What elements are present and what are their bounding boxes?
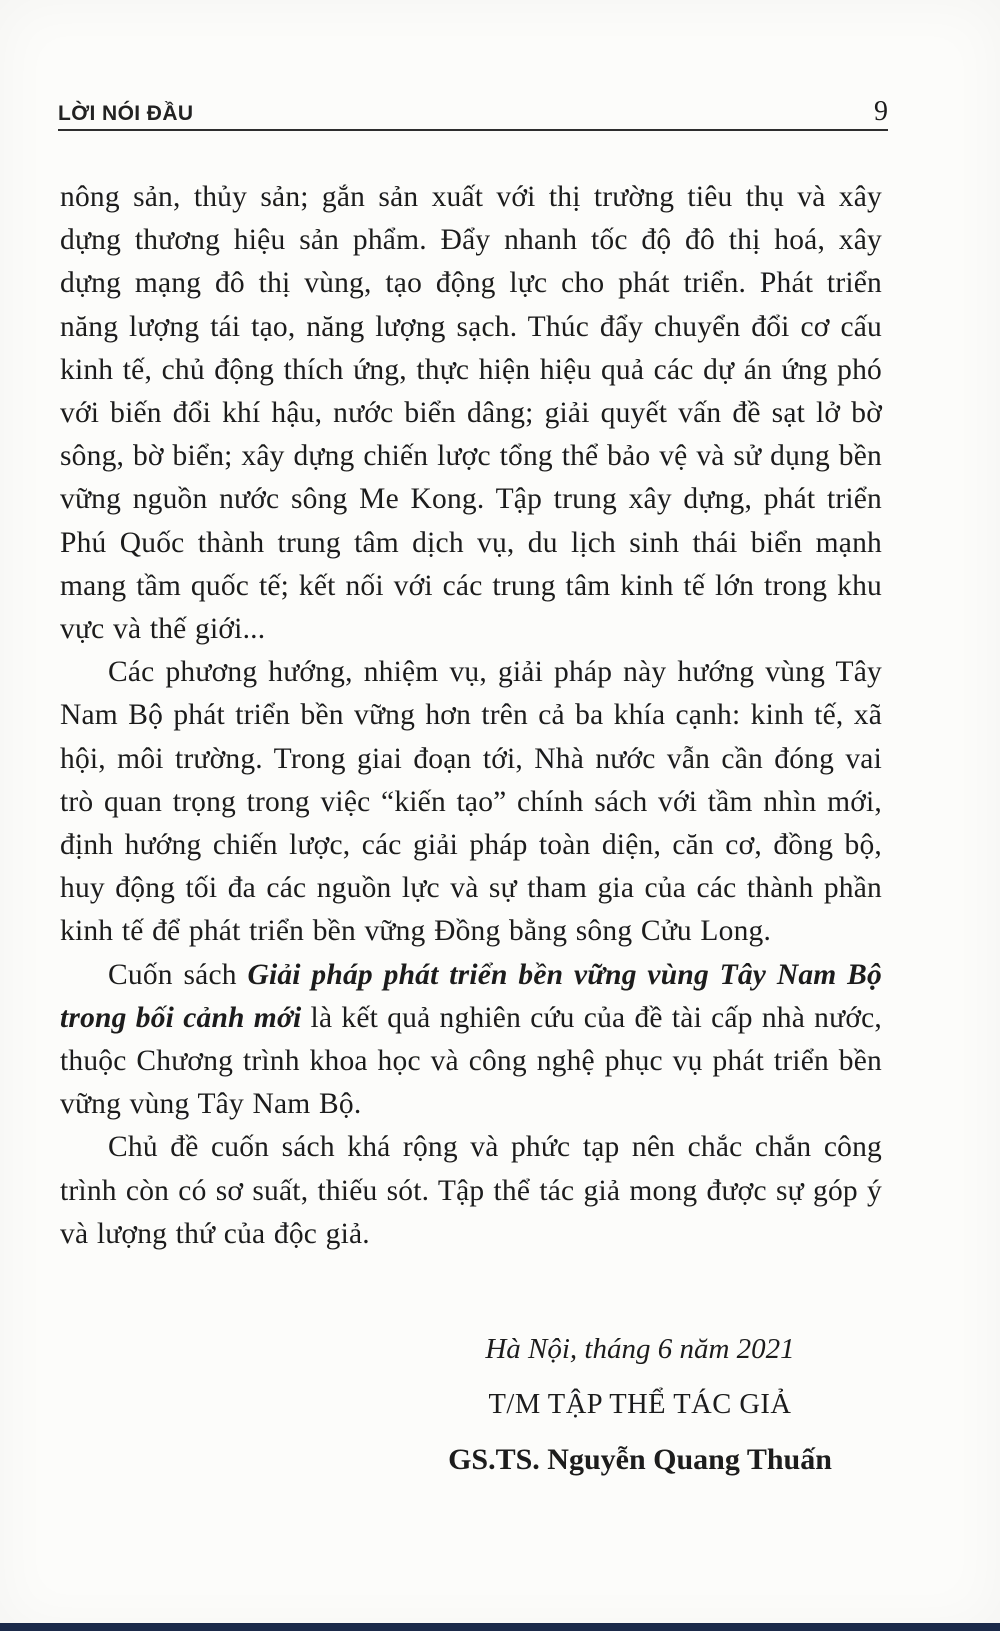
signature-behalf-line: T/M TẬP THỂ TÁC GIẢ — [488, 1389, 792, 1420]
bottom-edge-bar — [0, 1623, 1000, 1631]
header-rule — [58, 129, 888, 131]
paragraph — [60, 176, 882, 651]
page-header — [58, 96, 888, 128]
paragraph-text: Chủ đề cuốn sách khá rộng và phức tạp nên chắc chắn công trình còn có sơ suất, thiếu sót. Tập thể tác giả mong được sự góp ý và lượng thứ của độc giả. — [60, 1131, 882, 1250]
signature-date-line: Hà Nội, tháng 6 năm 2021 — [485, 1333, 795, 1365]
page-number: 9 — [874, 96, 888, 127]
signature-block — [415, 1322, 865, 1487]
paragraph — [60, 1126, 882, 1256]
paragraph-text: Các phương hướng, nhiệm vụ, giải pháp này hướng vùng Tây Nam Bộ phát triển bền vững hơn trên cả ba khía cạnh: kinh tế, xã hội, môi trường. Trong giai đoạn tới, Nhà nước vẫn cần đóng vai trò quan trọng trong việc “kiến tạo” chính sách với tầm nhìn mới, định hướng chiến lược, các giải pháp toàn diện, căn cơ, đồng bộ, huy động tối đa các nguồn lực và sự tham gia của các thành phần kinh tế để phát triển bền vững Đồng bằng sông Cửu Long. — [60, 656, 882, 948]
signature-author-name: GS.TS. Nguyễn Quang Thuấn — [448, 1443, 832, 1476]
running-head-title: LỜI NÓI ĐẦU — [58, 102, 194, 125]
paragraph-text: Cuốn sách — [108, 958, 248, 991]
paragraph-text: là kết quả nghiên cứu của đề tài cấp nhà nước, thuộc Chương trình khoa học và công nghệ phục vụ phát triển bền vững vùng Tây Nam Bộ. — [60, 1001, 882, 1121]
book-title-emphasis: Giải pháp phát triển bền vững vùng Tây Nam Bộ trong bối cảnh mới — [60, 958, 883, 1034]
paragraph — [60, 651, 882, 953]
page-body — [60, 176, 882, 1256]
paragraph-text: nông sản, thủy sản; gắn sản xuất với thị trường tiêu thụ và xây dựng thương hiệu sản phẩm. Đẩy nhanh tốc độ đô thị hoá, xây dựng mạng đô thị vùng, tạo động lực cho phát triển. Phát triển năng lượng tái tạo, năng lượng sạch. Thúc đẩy chuyển đổi cơ cấu kinh tế, chủ động thích ứng, thực hiện hiệu quả các dự án ứng phó với biến đổi khí hậu, nước biển dâng; giải quyết vấn đề sạt lở bờ sông, bờ biển; xây dựng chiến lược tổng thể bảo vệ và sử dụng bền vững nguồn nước sông Me Kong. Tập trung xây dựng, phát triển Phú Quốc thành trung tâm dịch vụ, du lịch sinh thái biển mạnh mang tầm quốc tế; kết nối với các trung tâm kinh tế lớn trong khu vực và thế giới... — [60, 181, 882, 646]
paragraph — [60, 954, 882, 1127]
